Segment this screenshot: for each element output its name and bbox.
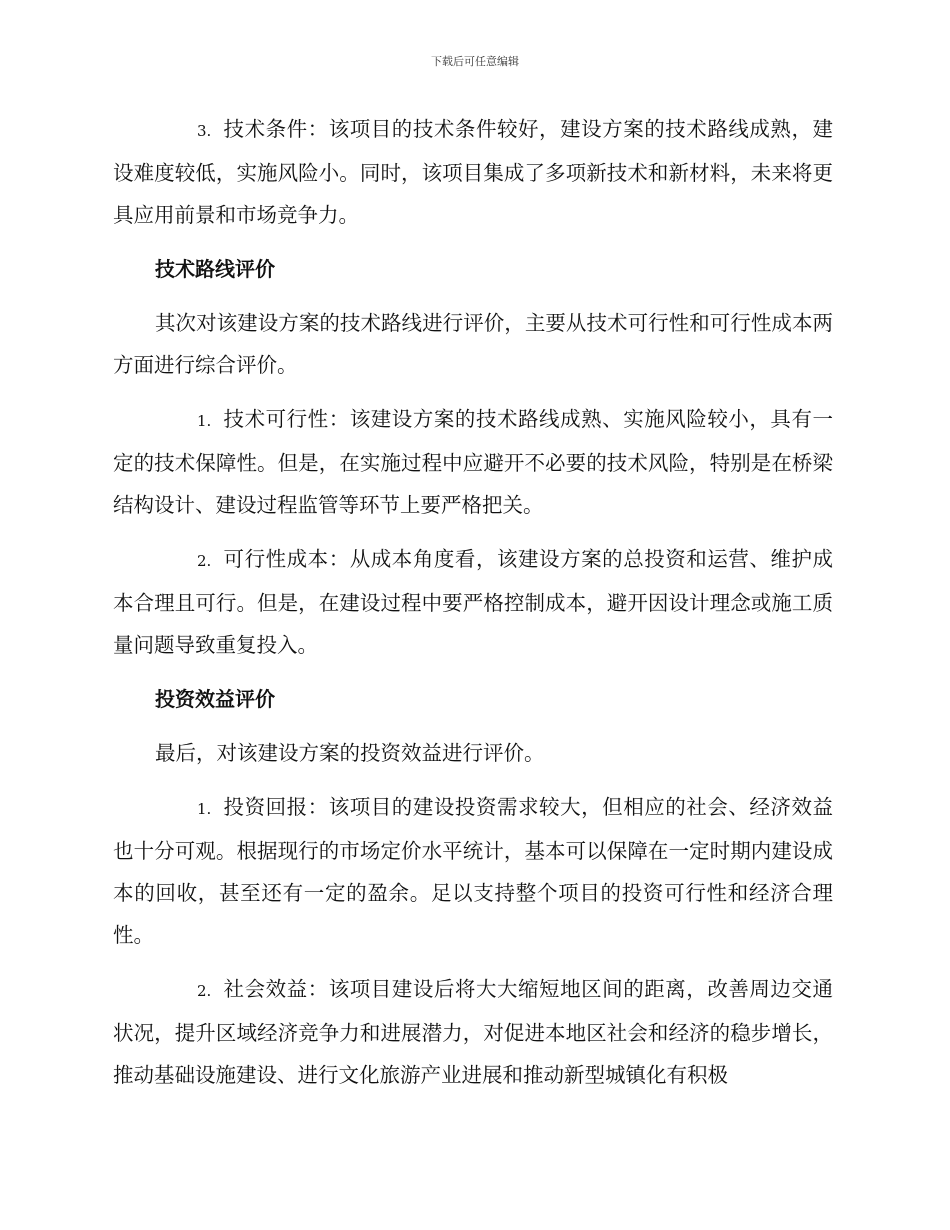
- paragraph-text: 技术条件：该项目的技术条件较好，建设方案的技术路线成熟，建设难度较低，实施风险小。同时，该项目集成了多项新技术和新材料，未来将更具应用前景和市场竞争力。: [113, 117, 833, 227]
- paragraph-text: 可行性成本：从成本角度看，该建设方案的总投资和运营、维护成本合理且可行。但是，在建设过程中要严格控制成本，避开因设计理念或施工质量问题导致重复投入。: [113, 547, 833, 657]
- section-heading-technical-route: 技术路线评价: [155, 257, 275, 281]
- list-item-2-social-benefit: [113, 968, 833, 1096]
- list-number: 3.: [197, 122, 212, 140]
- list-item-1-investment-return: [113, 786, 833, 956]
- list-item-1-technical-feasibility: [113, 398, 833, 526]
- paragraph-text: 投资回报：该项目的建设投资需求较大，但相应的社会、经济效益也十分可观。根据现行的市场定价水平统计，基本可以保障在一定时期内建设成本的回收，甚至还有一定的盈余。足以支持整个项目的投资可行性和经济合理性。: [113, 795, 833, 947]
- section-heading-investment-benefit: 投资效益评价: [155, 687, 275, 711]
- list-number: 1.: [197, 800, 212, 818]
- paragraph-technical-route-intro: 其次对该建设方案的技术路线进行评价，主要从技术可行性和可行性成本两方面进行综合评价。: [113, 311, 833, 377]
- paragraph-text: 技术可行性：该建设方案的技术路线成熟、实施风险较小，具有一定的技术保障性。但是，在实施过程中应避开不必要的技术风险，特别是在桥梁结构设计、建设过程监管等环节上要严格把关。: [113, 407, 833, 517]
- list-item-3-technical-conditions: [113, 108, 833, 236]
- list-number: 2.: [197, 982, 212, 1000]
- list-item-2-feasibility-cost: [113, 538, 833, 666]
- paragraph-investment-intro: 最后，对该建设方案的投资效益进行评价。: [155, 741, 545, 765]
- paragraph-text: 社会效益：该项目建设后将大大缩短地区间的距离，改善周边交通状况，提升区域经济竞争力和进展潜力，对促进本地区社会和经济的稳步增长，推动基础设施建设、进行文化旅游产业进展和推动新型城镇化有积极: [113, 977, 833, 1087]
- page-header: 下载后可任意编辑: [431, 55, 519, 68]
- list-number: 2.: [197, 552, 212, 570]
- list-number: 1.: [197, 412, 212, 430]
- document-body: [113, 108, 833, 1108]
